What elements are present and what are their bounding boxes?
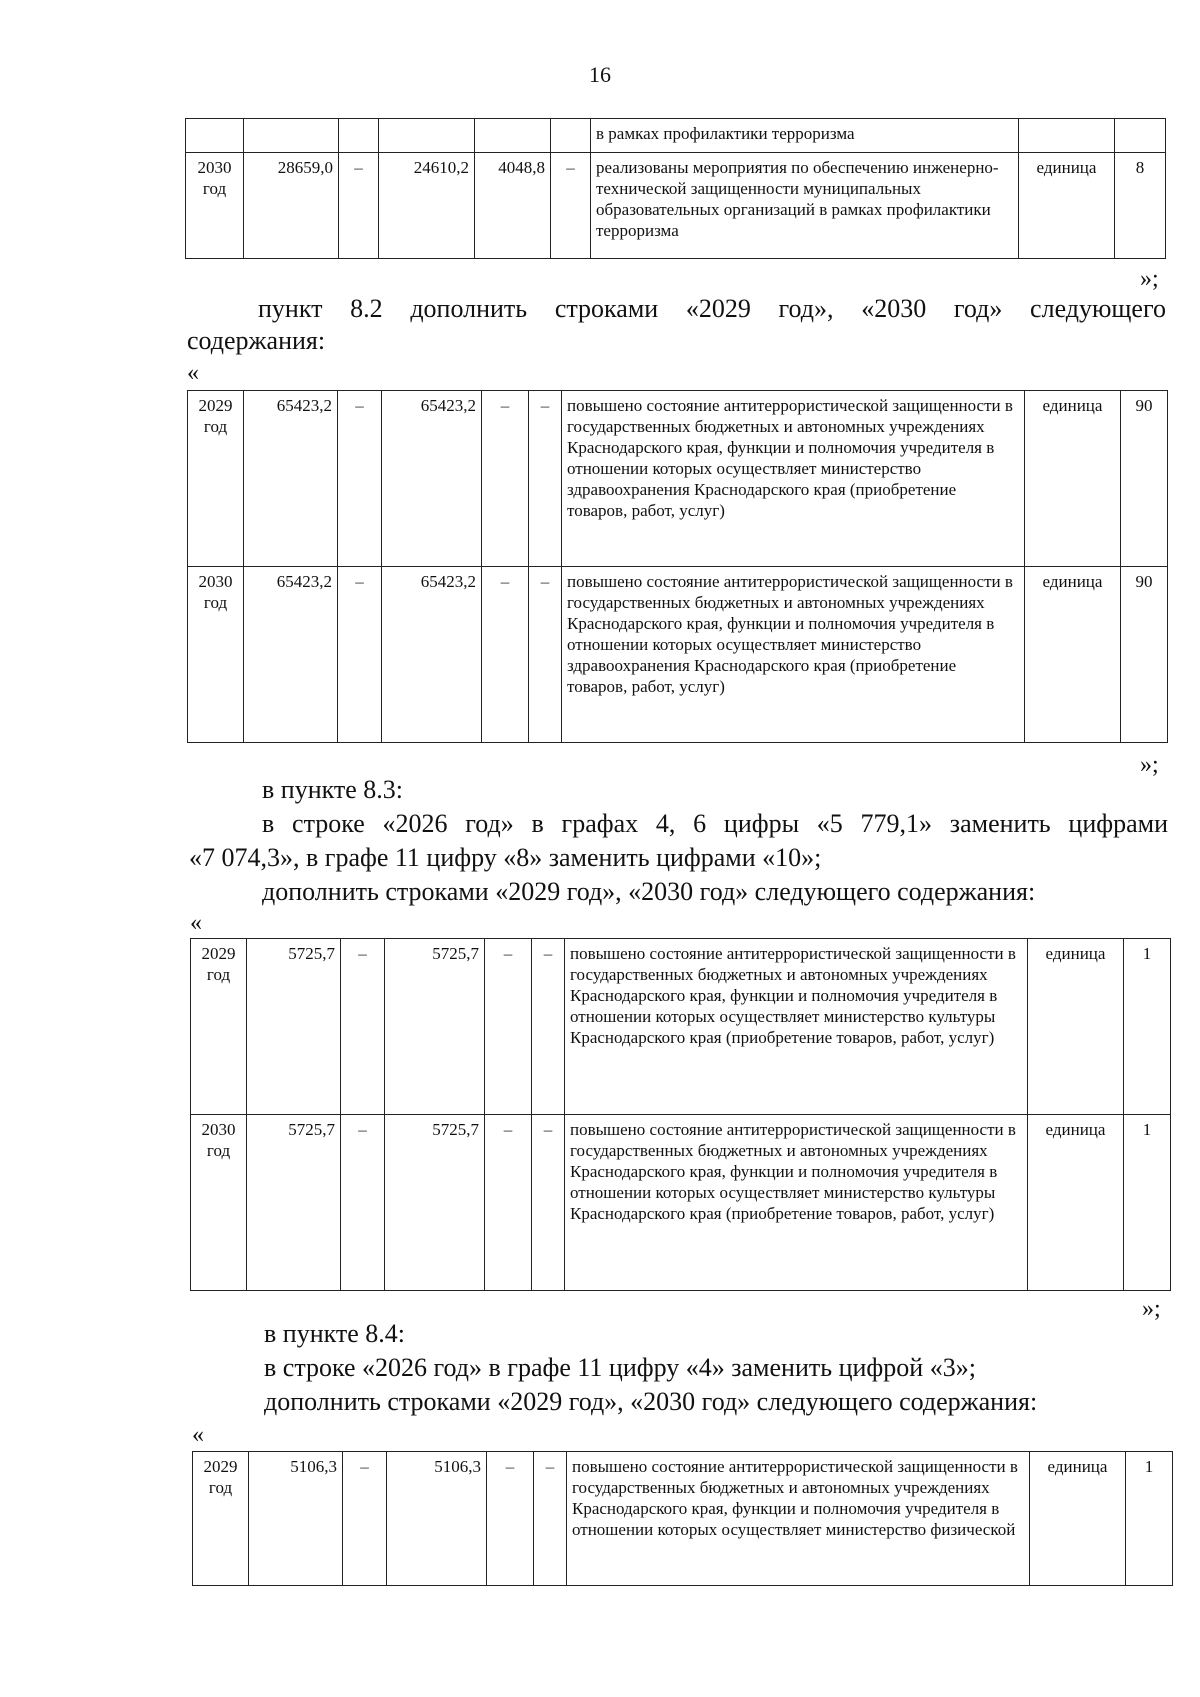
table-8-4 [192, 1451, 1173, 1586]
table-8-3 [190, 938, 1171, 1291]
table-row [191, 939, 1171, 1115]
dash-cell: – [532, 1115, 565, 1291]
dash-cell: – [339, 153, 379, 259]
dash-cell: – [534, 1452, 567, 1586]
dash-cell: – [341, 939, 385, 1115]
measure-text: реализованы мероприятия по обеспечению инженерно-технической защищенности муниципальных образовательных организаций в рамках профилактики терроризма [591, 153, 1019, 259]
amount-cell: 65423,2 [382, 391, 482, 567]
dash-cell: – [338, 391, 382, 567]
measure-text: в рамках профилактики терроризма [591, 119, 1019, 153]
unit-cell: единица [1028, 939, 1124, 1115]
paragraph-8-4-title: в пункте 8.4: [264, 1319, 406, 1348]
dash-cell: – [338, 567, 382, 743]
paragraph-8-4-line: в строке «2026 год» в графе 11 цифру «4» заменить цифрой «3»; [264, 1353, 976, 1382]
amount-cell: 65423,2 [382, 567, 482, 743]
dash-cell: – [482, 567, 529, 743]
unit-cell: единица [1025, 391, 1121, 567]
opening-quote: « [190, 910, 202, 936]
paragraph-8-4-line: дополнить строками «2029 год», «2030 год» следующего содержания: [264, 1387, 1038, 1416]
table-row [188, 391, 1168, 567]
amount-cell: 5106,3 [387, 1452, 487, 1586]
amount-cell: 5725,7 [385, 1115, 485, 1291]
measure-text: повышено состояние антитеррористической защищенности в государственных бюджетных и автономных учреждениях Краснодарского края, функции и полномочия учредителя в отношении которых осуществляет министерство здравоохранения Краснодарского края (приобретение товаров, работ, услуг) [562, 567, 1025, 743]
value-cell: 8 [1115, 153, 1166, 259]
paragraph-8-3-line: дополнить строками «2029 год», «2030 год» следующего содержания: [262, 877, 1036, 906]
amount-cell: 5725,7 [385, 939, 485, 1115]
unit-cell: единица [1019, 153, 1115, 259]
unit-cell: единица [1030, 1452, 1126, 1586]
dash-cell: – [487, 1452, 534, 1586]
dash-cell: – [551, 153, 591, 259]
dash-cell: – [529, 567, 562, 743]
paragraph-8-3-line: «7 074,3», в графе 11 цифру «8» заменить цифрами «10»; [189, 843, 822, 872]
unit-cell: единица [1028, 1115, 1124, 1291]
table-8-2 [187, 390, 1168, 743]
value-cell: 90 [1121, 567, 1168, 743]
dash-cell: – [482, 391, 529, 567]
closing-quote: »; [1140, 266, 1159, 292]
paragraph-8-3-title: в пункте 8.3: [262, 775, 404, 804]
paragraph-8-3-line: в строке «2026 год» в графах 4, 6 цифры «5 779,1» заменить цифрами [262, 809, 1168, 838]
total-cell: 5725,7 [247, 1115, 341, 1291]
dash-cell: – [341, 1115, 385, 1291]
dash-cell: – [485, 939, 532, 1115]
value-cell: 1 [1126, 1452, 1173, 1586]
paragraph-8-2: пункт 8.2 дополнить строками «2029 год», «2030 год» следующего [258, 294, 1166, 323]
amount-cell: 24610,2 [379, 153, 475, 259]
table-row [188, 567, 1168, 743]
year-cell: 2029 год [188, 391, 244, 567]
value-cell: 90 [1121, 391, 1168, 567]
amount-cell: 4048,8 [475, 153, 551, 259]
measure-text: повышено состояние антитеррористической защищенности в государственных бюджетных и автономных учреждениях Краснодарского края, функции и полномочия учредителя в отношении которых осуществляет министерство здравоохранения Краснодарского края (приобретение товаров, работ, услуг) [562, 391, 1025, 567]
table-row [186, 119, 1166, 153]
measure-text: повышено состояние антитеррористической защищенности в государственных бюджетных и автономных учреждениях Краснодарского края, функции и полномочия учредителя в отношении которых осуществляет министерство физической [567, 1452, 1030, 1586]
total-cell: 28659,0 [244, 153, 339, 259]
year-cell: 2030 год [186, 153, 244, 259]
dash-cell: – [529, 391, 562, 567]
paragraph-8-2-continued: содержания: [187, 326, 326, 355]
measure-text: повышено состояние антитеррористической защищенности в государственных бюджетных и автономных учреждениях Краснодарского края, функции и полномочия учредителя в отношении которых осуществляет министерство культуры Краснодарского края (приобретение товаров, работ, услуг) [565, 939, 1028, 1115]
total-cell: 65423,2 [244, 391, 338, 567]
measure-text: повышено состояние антитеррористической защищенности в государственных бюджетных и автономных учреждениях Краснодарского края, функции и полномочия учредителя в отношении которых осуществляет министерство культуры Краснодарского края (приобретение товаров, работ, услуг) [565, 1115, 1028, 1291]
opening-quote: « [192, 1422, 204, 1448]
total-cell: 65423,2 [244, 567, 338, 743]
table-row [186, 153, 1166, 259]
total-cell: 5725,7 [247, 939, 341, 1115]
value-cell: 1 [1124, 1115, 1171, 1291]
table-8-1-continuation [185, 118, 1166, 259]
unit-cell: единица [1025, 567, 1121, 743]
year-cell: 2029 год [193, 1452, 249, 1586]
year-cell: 2030 год [188, 567, 244, 743]
opening-quote: « [187, 360, 199, 386]
total-cell: 5106,3 [249, 1452, 343, 1586]
closing-quote: »; [1142, 1296, 1161, 1322]
value-cell: 1 [1124, 939, 1171, 1115]
dash-cell: – [485, 1115, 532, 1291]
dash-cell: – [343, 1452, 387, 1586]
table-row [191, 1115, 1171, 1291]
dash-cell: – [532, 939, 565, 1115]
closing-quote: »; [1140, 752, 1159, 778]
table-row [193, 1452, 1173, 1586]
year-cell: 2030 год [191, 1115, 247, 1291]
year-cell: 2029 год [191, 939, 247, 1115]
page-number: 16 [589, 62, 611, 87]
